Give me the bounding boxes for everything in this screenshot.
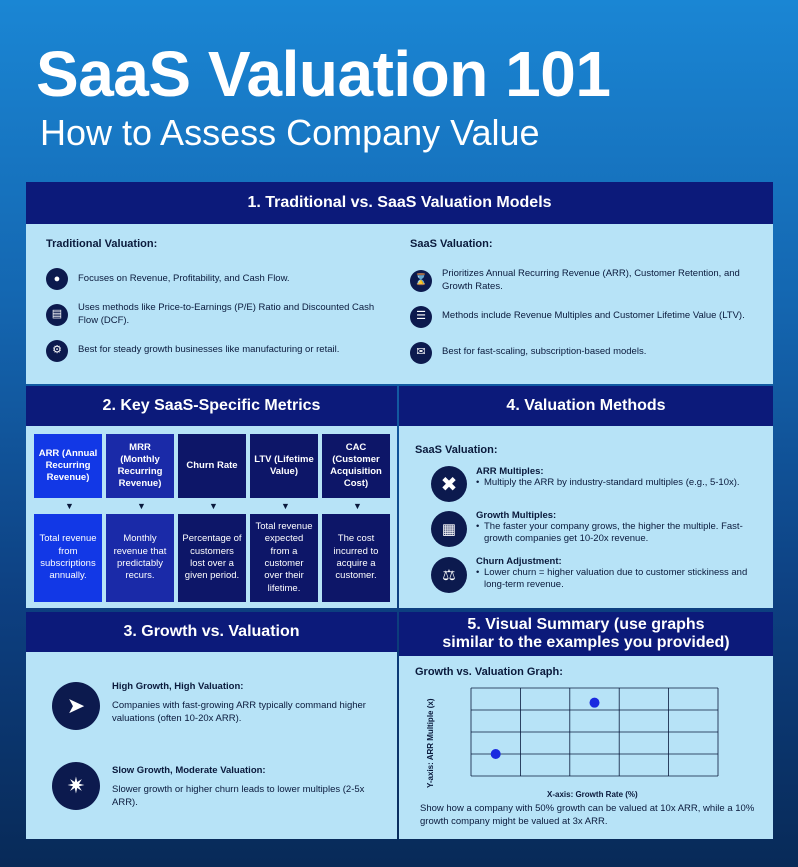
- metric-mrr-description: Monthly revenue that predictably recurs.: [106, 514, 174, 602]
- section-4-title: 4. Valuation Methods: [506, 397, 666, 414]
- graph-caption: Show how a company with 50% growth can be valued at 10x ARR, while a 10% growth company might be valued at 3x ARR.: [420, 803, 755, 827]
- section-5-title-line1: 5. Visual Summary (use graphs: [467, 615, 705, 633]
- section-2-header: [26, 386, 397, 426]
- metric-arr-description: Total revenue from subscriptions annually.: [34, 514, 102, 602]
- section-3-header: [26, 612, 397, 652]
- arrow-down-icon: ▼: [65, 501, 74, 511]
- traditional-item: ● Focuses on Revenue, Profitability, and Cash Flow.: [46, 268, 396, 290]
- section-1-title: 1. Traditional vs. SaaS Valuation Models: [247, 194, 552, 211]
- saas-column: [410, 238, 755, 364]
- document-icon: ☰: [410, 306, 432, 328]
- saas-heading: SaaS Valuation:: [410, 238, 493, 250]
- method-arr-multiples: ARR Multiples: • Multiply the ARR by industry-standard multiples (e.g., 5-10x).: [476, 466, 761, 489]
- metric-ltv-description: Total revenue expected from a customer over their lifetime.: [250, 514, 318, 602]
- section-5-header: [399, 612, 773, 656]
- team-icon: ●: [46, 268, 68, 290]
- graph-title: Growth vs. Valuation Graph:: [415, 666, 563, 678]
- chart-xlabel: X-axis: Growth Rate (%): [547, 790, 638, 799]
- valuation-methods-heading: SaaS Valuation:: [415, 444, 498, 456]
- method-growth-multiples: Growth Multiples: • The faster your company grows, the higher the multiple. Fast-growth companies get 10-20x revenue.: [476, 510, 766, 546]
- growth-item-high: High Growth, High Valuation: Companies with fast-growing ARR typically command higher valuations (often 10-20x ARR).: [112, 681, 366, 724]
- traditional-item: ▤ Uses methods like Price-to-Earnings (P/E) Ratio and Discounted Cash Flow (DCF).: [46, 302, 396, 328]
- traditional-column: [46, 238, 396, 362]
- metric-ltv-label: LTV (Lifetime Value): [250, 434, 318, 498]
- section-traditional-vs-saas: [26, 182, 773, 384]
- arrow-down-icon: ▼: [137, 501, 146, 511]
- rocket-icon: ➤: [52, 682, 100, 730]
- method-churn-adjustment: Churn Adjustment: • Lower churn = higher valuation due to customer stickiness and long-term revenue.: [476, 556, 766, 592]
- arrow-down-icon: ▼: [281, 501, 290, 511]
- metric-churn-description: Percentage of customers lost over a given period.: [178, 514, 246, 602]
- growth-valuation-chart: [415, 680, 755, 802]
- section-1-header: [26, 182, 773, 224]
- chart-data-point: [491, 749, 501, 759]
- section-3-title: 3. Growth vs. Valuation: [123, 623, 300, 640]
- arrow-down-icon: ▼: [353, 501, 362, 511]
- chart-data-point: [590, 698, 600, 708]
- growth-item-slow: Slow Growth, Moderate Valuation: Slower growth or higher churn leads to lower multiples (2-5x ARR).: [112, 765, 365, 808]
- section-5-title-line2: similar to the examples you provided): [442, 634, 730, 651]
- metric-cac-label: CAC (Customer Acquisition Cost): [322, 434, 390, 498]
- metric-mrr-label: MRR (Monthly Recurring Revenue): [106, 434, 174, 498]
- page-subtitle: How to Assess Company Value: [40, 112, 540, 153]
- metric-arr-label: ARR (Annual Recurring Revenue): [34, 434, 102, 498]
- hourglass-icon: ⌛: [410, 270, 432, 292]
- subscription-icon: ✉: [410, 342, 432, 364]
- chart-ylabel: Y-axis: ARR Multiple (x): [426, 698, 435, 788]
- chart-icon: ▤: [46, 304, 68, 326]
- traditional-heading: Traditional Valuation:: [46, 238, 158, 250]
- close-x-icon: ✖: [431, 466, 467, 502]
- section-2-title: 2. Key SaaS-Specific Metrics: [102, 397, 321, 414]
- gear-icon: ⚙: [46, 340, 68, 362]
- traditional-item: ⚙ Best for steady growth businesses like manufacturing or retail.: [46, 340, 396, 362]
- churn-icon: ⚖: [431, 557, 467, 593]
- saas-item: ⌛ Prioritizes Annual Recurring Revenue (ARR), Customer Retention, and Growth Rates.: [410, 268, 755, 294]
- metric-churn-label: Churn Rate: [178, 434, 246, 498]
- saas-item: ✉ Best for fast-scaling, subscription-based models.: [410, 342, 755, 364]
- arrow-down-icon: ▼: [209, 501, 218, 511]
- growth-bars-icon: ▦: [431, 511, 467, 547]
- saas-item: ☰ Methods include Revenue Multiples and Customer Lifetime Value (LTV).: [410, 306, 755, 328]
- page-title: SaaS Valuation 101: [36, 38, 611, 110]
- section-4-header: [399, 386, 773, 426]
- snail-icon: ✷: [52, 762, 100, 810]
- metric-cac-description: The cost incurred to acquire a customer.: [322, 514, 390, 602]
